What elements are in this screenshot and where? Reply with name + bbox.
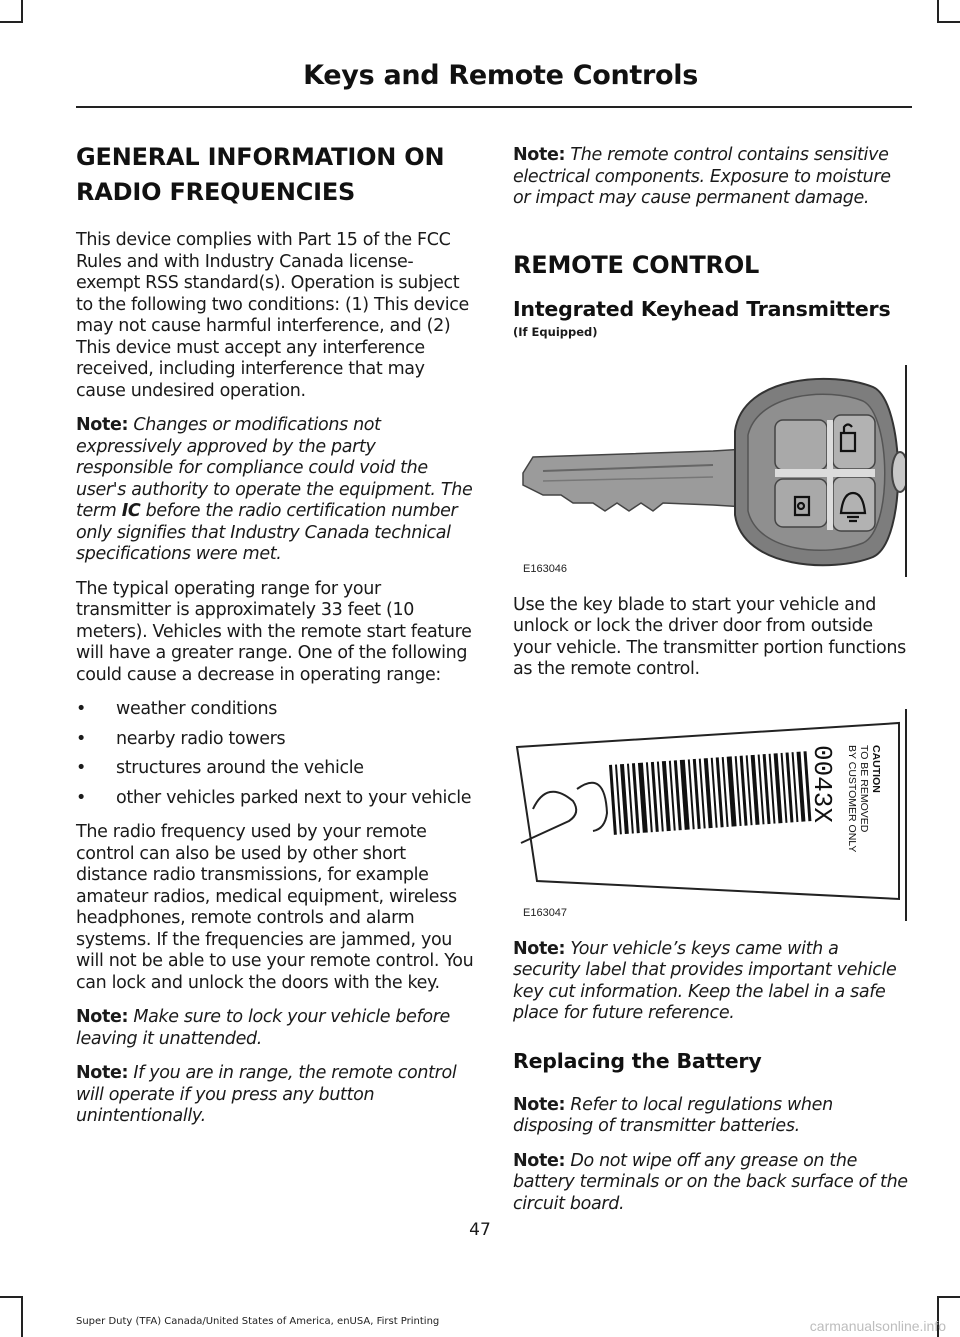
if-equipped-label: (If Equipped) (513, 324, 598, 339)
figure-code: E163047 (523, 906, 568, 919)
heading-line-2: RADIO FREQUENCIES (76, 178, 356, 206)
key-transmitter-illustration (513, 365, 905, 577)
left-column (76, 140, 476, 1141)
note-grease (513, 1151, 908, 1216)
subheading-replacing-battery: Replacing the Battery (513, 1048, 762, 1073)
label-line-2: TO BE REMOVED (858, 744, 870, 832)
note-lock-vehicle (76, 1007, 476, 1050)
note-label: Note: (513, 145, 566, 165)
list-item: • nearby radio towers (76, 729, 476, 751)
crop-mark (21, 0, 23, 23)
security-label-card-illustration (513, 709, 905, 921)
label-caution: CAUTION (870, 744, 882, 793)
label-code: 0043X (807, 744, 837, 823)
note-text: The remote control contains sensitive electrical components. Exposure to moisture or impact may cause permanent damage. (513, 145, 891, 208)
note-text: Do not wipe off any grease on the battery terminals or on the back surface of the circuit board. (513, 1150, 908, 1214)
frequency-paragraph: The radio frequency used by your remote control can also be used by other short distance radio transmissions, for example amateur radios, medical equipment, wireless headphones, remote controls and alarm systems. If the frequencies are jammed, you will not be able to use your remote control. You can lock and unlock the doors with the key. (76, 822, 474, 993)
note-label: Note: (76, 1063, 129, 1083)
list-item: • structures around the vehicle (76, 758, 476, 780)
figure-security-label (513, 709, 907, 921)
section-heading (76, 140, 476, 210)
figure-key-transmitter (513, 365, 907, 577)
list-item: • other vehicles parked next to your vehicle (76, 788, 476, 810)
footer-edition-text: Super Duty (TFA) Canada/United States of America, enUSA, First Printing (76, 1316, 440, 1327)
note-security-label (513, 939, 908, 1025)
note-text: Your vehicle’s keys came with a security label that provides important vehicle key cut information. Keep the label in a safe place for future reference. (513, 938, 897, 1023)
note-label: Note: (76, 415, 129, 435)
header-rule (76, 106, 912, 108)
note-dispose-batteries (513, 1095, 908, 1138)
page-header-title: Keys and Remote Controls (303, 60, 698, 91)
figure-code: E163046 (523, 562, 568, 575)
crop-mark (0, 21, 23, 23)
section-heading-remote-control: REMOTE CONTROL (513, 250, 760, 279)
crop-mark (0, 1296, 23, 1298)
subheading-keyhead-transmitters: Integrated Keyhead Transmitters (513, 296, 891, 321)
note-in-range (76, 1063, 476, 1128)
page-number: 47 (469, 1220, 491, 1240)
note-label: Note: (513, 1150, 566, 1171)
label-line-3: BY CUSTOMER ONLY (846, 744, 858, 852)
right-column (513, 145, 908, 1228)
note-text: If you are in range, the remote control will operate if you press any button unintentionally. (76, 1063, 457, 1126)
note-label: Note: (513, 938, 566, 959)
crop-mark (937, 21, 960, 23)
note-label: Note: (513, 1094, 566, 1115)
range-factors-list (76, 699, 476, 809)
note-sensitive-components (513, 145, 908, 210)
note-label: Note: (76, 1007, 129, 1027)
note-modifications (76, 415, 476, 566)
heading-line-1: GENERAL INFORMATION ON (76, 143, 445, 171)
crop-mark (937, 1296, 960, 1298)
note-text: Make sure to lock your vehicle before leaving it unattended. (76, 1007, 450, 1049)
range-paragraph: The typical operating range for your transmitter is approximately 33 feet (10 meters). Vehicles with the remote start feature will have a greater range. One of the following could cause a decrease in operating range: (76, 578, 472, 685)
note-text: Refer to local regulations when disposing of transmitter batteries. (513, 1094, 833, 1136)
key-blade-paragraph: Use the key blade to start your vehicle and unlock or lock the driver door from outside your vehicle. The transmitter portion functions as the remote control. (513, 594, 906, 679)
crop-mark (937, 0, 939, 23)
note-ic-term: IC (121, 501, 141, 521)
watermark: carmanualsonline.info (809, 1318, 946, 1334)
note-text: Changes or modifications not expressively approved by the party responsible for compliance could void the user's authority to operate the equipment. The term (76, 415, 473, 521)
list-item: • weather conditions (76, 699, 476, 721)
compliance-paragraph: This device complies with Part 15 of the FCC Rules and with Industry Canada license-exempt RSS standard(s). Operation is subject to the following two conditions: (1) This device may not cause harmful interference, and (2) This device must accept any interference received, including interference that may cause undesired operation. (76, 230, 469, 401)
crop-mark (21, 1296, 23, 1337)
note-text: before the radio certification number only signifies that Industry Canada technical specifications were met. (76, 501, 458, 564)
